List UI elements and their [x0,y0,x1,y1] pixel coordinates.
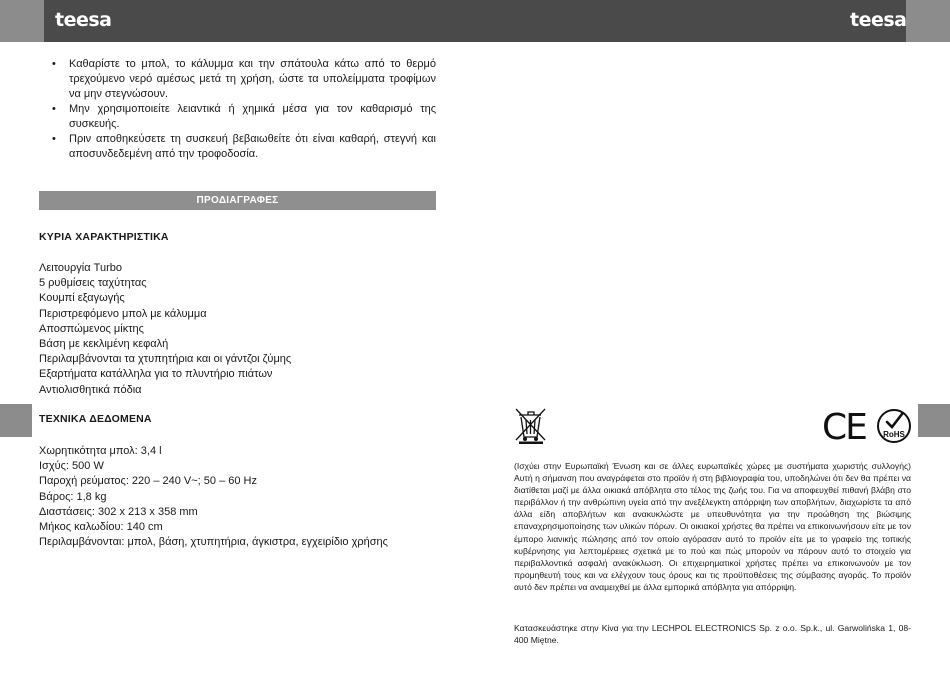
care-bullet [52,57,436,102]
brand-logo-right: teesa [850,9,907,31]
technical-item: Μήκος καλωδίου: 140 cm [39,521,163,534]
technical-item: Χωρητικότητα μπολ: 3,4 l [39,445,162,457]
rohs-label: RoHS [883,430,905,439]
feature-item: Αντιολισθητικά πόδια [39,383,142,396]
care-bullet-text: Καθαρίστε το μπολ, το κάλυμμα και την σπάτουλα κάτω από το θερμό τρεχούμενο νερό αμέσως μετά τη χρήση, ώστε τα υπολείμματα τροφίμων να μην στεγνώσουν. [69,58,436,100]
manufacturer-notice: Κατασκευάστηκε στην Κίνα για την LECHPOL ELECTRONICS Sp. z o.o. Sp.k., ul. Garwolińska 1, 08-400 Miętne. [514,623,911,646]
technical-item: Διαστάσεις: 302 x 213 x 358 mm [39,505,198,518]
corner-tab-right [906,0,950,42]
feature-item: 5 ρυθμίσεις ταχύτητας [39,277,147,290]
technical-item: Ισχύς: 500 W [39,460,104,473]
technical-data-heading: ΤΕΧΝΙΚΑ ΔΕΔΟΜΕΝΑ [39,413,152,425]
feature-item: Περιστρεφόμενο μπολ με κάλυμμα [39,307,207,320]
disposal-notice: (Ισχύει στην Ευρωπαϊκή Ένωση και σε άλλες ευρωπαϊκές χώρες με συστήματα χωριστής συλλογής) Αυτή η σήμανση που αναγράφεται στο προϊόν ή στη βιβλιογραφία του, υποδηλώνει ότι δεν θα πρέπει να διατίθεται μαζί με άλλα οικιακά απόβλητα στο τέλος της ζωής του. Για να αποφευχθεί πιθανή βλάβη στο περιβάλλον ή την ανθρώπινη υγεία από την ανεξέλεγκτη απόρριψη των αποβλήτων, διαχωρίστε τα από άλλα είδη αποβλήτων και ανακυκλώστε με υπευθυνότητα για την προώθηση της βιώσιμης επαναχρησιμοποίησης των υλικών πόρων. Οι οικιακοί χρήστες θα πρέπει να επικοινωνήσουν είτε με τον έμπορο λιανικής πώλησης από τον οποίο αγόρασαν αυτό το προϊόν είτε με το γραφείο της τοπικής κυβέρνησης για λεπτομέρειες σχετικά με το πού και πώς μπορούν να πάρουν αυτό το στοιχείο για περιβαλλοντικά ασφαλή ανακύκλωση. Οι επιχειρηματικοί χρήστες πρέπει να επικοινωνούν με τον προμηθευτή τους και να ελέγχουν τους όρους και τις προϋποθέσεις της σύμβασης αγοράς. Το προϊόν αυτό δεν πρέπει να αναμειχθεί με άλλα εμπορικά απόβλητα για απόρριψη. [514,461,911,592]
care-bullet-text: Πριν αποθηκεύσετε τη συσκευή βεβαιωθείτε ότι είναι καθαρή, στεγνή και αποσυνδεδεμένη από την τροφοδοσία. [69,133,436,160]
technical-item: Βάρος: 1,8 kg [39,490,107,503]
feature-item: Λειτουργία Turbo [39,262,122,274]
care-instructions-list [52,57,436,162]
feature-item: Περιλαμβάνονται τα χτυπητήρια και οι γάντζοι ζύμης [39,353,292,366]
rohs-badge-icon [876,408,912,444]
main-features-heading: ΚΥΡΙΑ ΧΑΡΑΚΤΗΡΙΣΤΙΚΑ [39,231,169,243]
specifications-section-bar: ΠΡΟΔΙΑΓΡΑΦΕΣ [39,191,436,210]
weee-bin-icon [514,406,548,444]
care-bullet-text: Μην χρησιμοποιείτε λειαντικά ή χημικά μέσα για τον καθαρισμό της συσκευής. [69,103,436,130]
top-header-bar [0,0,950,42]
feature-item: Κουμπί εξαγωγής [39,292,125,305]
technical-item: Παροχή ρεύματος: 220 – 240 V~; 50 – 60 Hz [39,475,257,488]
bullet-dot-icon: • [52,103,56,115]
feature-item: Βάση με κεκλιμένη κεφαλή [39,338,169,351]
feature-item: Αποσπώμενος μίκτης [39,322,144,335]
technical-item: Περιλαμβάνονται: μπολ, βάση, χτυπητήρια, άγκιστρα, εγχειρίδιο χρήσης [39,536,388,549]
care-bullet [52,132,436,162]
technical-data-list [39,444,388,550]
side-tab-right [918,404,950,437]
main-features-list [39,261,291,398]
side-tab-left [0,404,32,437]
care-bullet [52,102,436,132]
feature-item: Εξαρτήματα κατάλληλα για το πλυντήριο πιάτων [39,368,273,381]
bullet-dot-icon: • [52,58,56,70]
corner-tab-left [0,0,44,42]
brand-logo-left: teesa [55,9,112,31]
bullet-dot-icon: • [52,133,56,145]
ce-mark-icon: CE [822,407,866,448]
